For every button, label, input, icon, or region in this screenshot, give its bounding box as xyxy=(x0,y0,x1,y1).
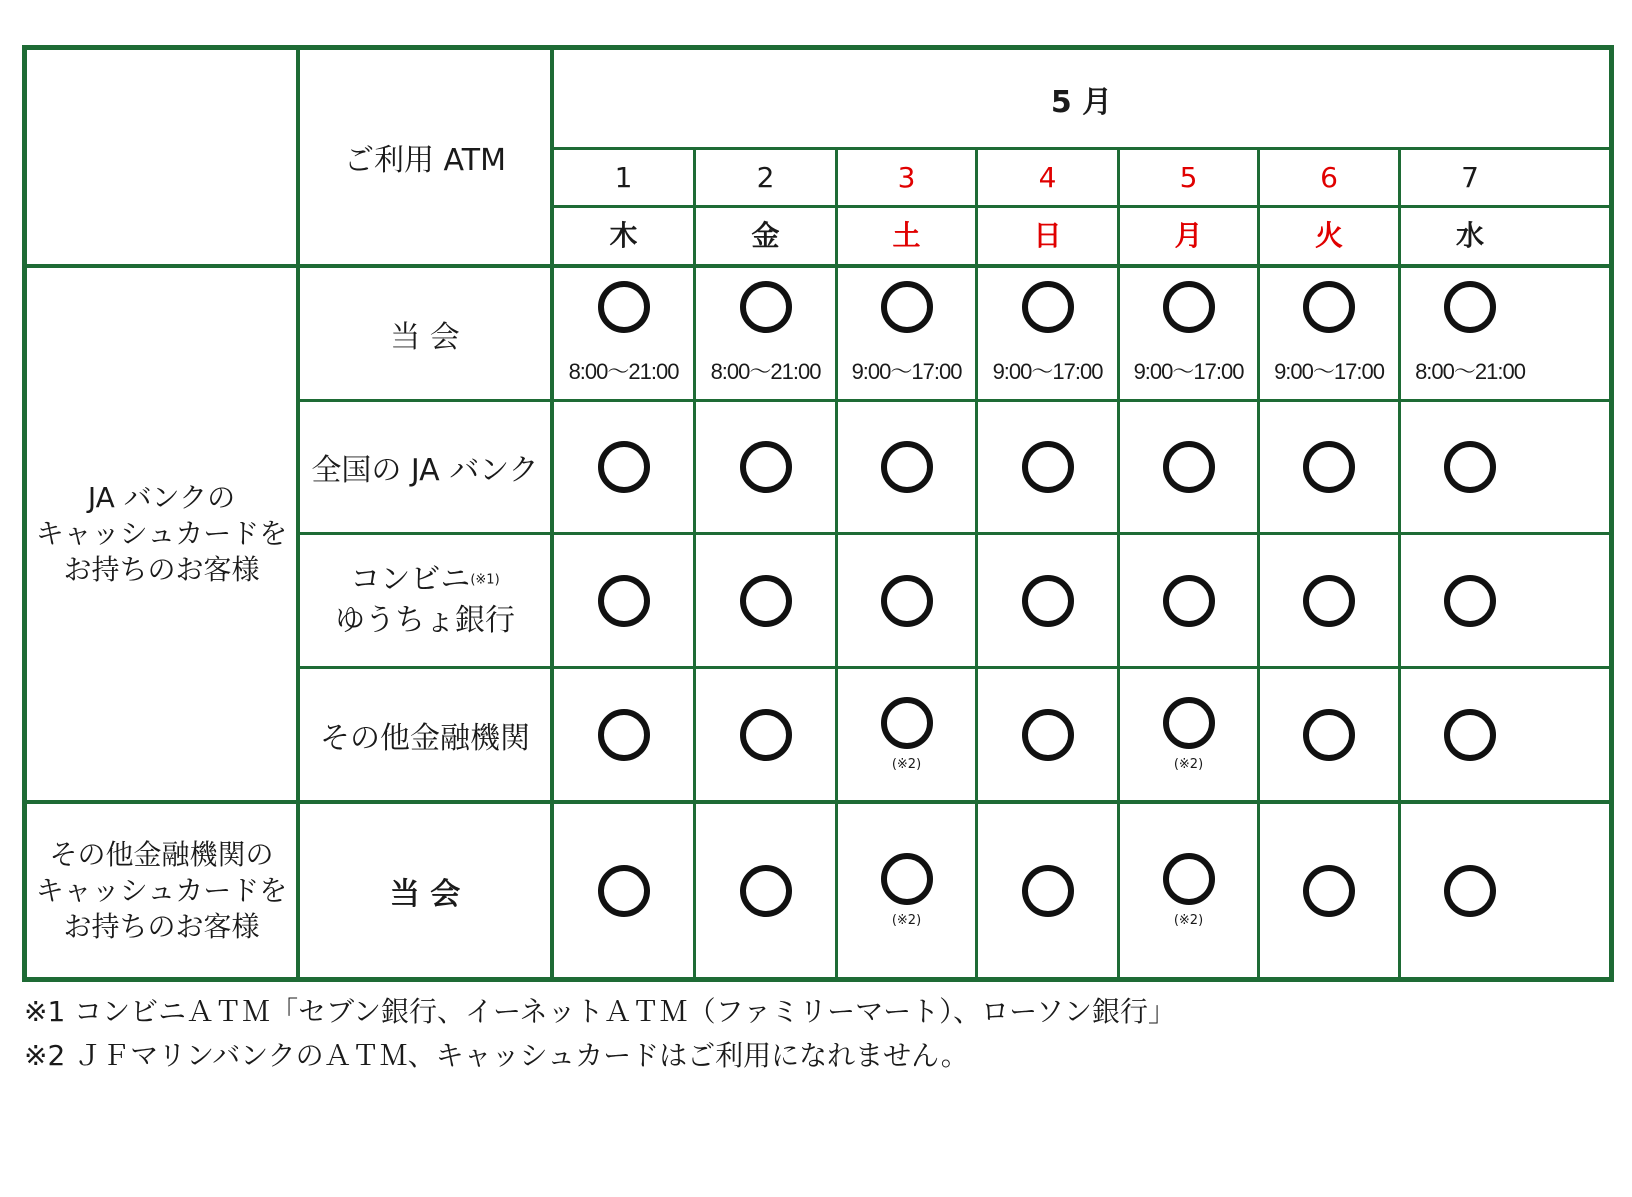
day-number: 4 xyxy=(1038,160,1057,194)
hours-text: 9:00～17:00 xyxy=(1133,359,1244,384)
available-circle-icon xyxy=(1444,441,1496,493)
availability-cell xyxy=(554,669,693,800)
day-of-week: 火 xyxy=(1314,219,1343,252)
available-circle-icon xyxy=(1163,281,1215,333)
available-circle-icon xyxy=(740,441,792,493)
availability-cell xyxy=(696,402,835,532)
row-label-tokai-other-card: 当 会 xyxy=(389,876,461,912)
day-number: 3 xyxy=(897,160,916,194)
hours-text: 8:00～21:00 xyxy=(1415,359,1525,384)
available-circle-icon xyxy=(1022,709,1074,761)
hours-text: 8:00～21:00 xyxy=(568,359,679,384)
availability-cell xyxy=(696,804,835,977)
available-circle-icon xyxy=(740,865,792,917)
group-label-ja-bank: JA バンクの キャッシュカードを お持ちのお客様 xyxy=(35,481,288,586)
atm-column-header: ご利用 ATM xyxy=(344,143,506,178)
hours-text: 9:00～17:00 xyxy=(992,359,1103,384)
availability-cell xyxy=(838,535,975,666)
available-circle-icon xyxy=(598,865,650,917)
note-ref: (※2) xyxy=(891,913,922,928)
availability-cell xyxy=(1401,669,1539,800)
available-circle-icon xyxy=(1444,281,1496,333)
available-circle-icon xyxy=(1163,697,1215,749)
available-circle-icon xyxy=(1444,865,1496,917)
available-circle-icon xyxy=(1303,865,1355,917)
availability-cell xyxy=(1401,535,1539,666)
availability-cell xyxy=(554,402,693,532)
available-circle-icon xyxy=(1163,441,1215,493)
day-number: 5 xyxy=(1179,160,1198,194)
availability-cell xyxy=(1120,669,1257,800)
available-circle-icon xyxy=(598,281,650,333)
available-circle-icon xyxy=(598,575,650,627)
day-number: 1 xyxy=(614,160,633,194)
availability-cell xyxy=(1260,804,1398,977)
day-of-week: 日 xyxy=(1033,219,1062,252)
hours-text: 9:00～17:00 xyxy=(1274,359,1384,384)
availability-cell xyxy=(1120,535,1257,666)
availability-cell xyxy=(696,535,835,666)
availability-cell xyxy=(978,268,1117,399)
availability-cell xyxy=(1120,268,1257,399)
footnote-1: ※1 コンビニＡＴＭ「セブン銀行、イーネットＡＴＭ（ファミリーマート）、ローソン銀行」 xyxy=(24,995,1176,1028)
available-circle-icon xyxy=(1444,575,1496,627)
note-ref: (※2) xyxy=(891,757,922,772)
note-ref: (※2) xyxy=(1173,757,1204,772)
available-circle-icon xyxy=(881,575,933,627)
available-circle-icon xyxy=(1303,575,1355,627)
availability-cell xyxy=(1120,804,1257,977)
available-circle-icon xyxy=(1303,281,1355,333)
available-circle-icon xyxy=(740,281,792,333)
available-circle-icon xyxy=(598,441,650,493)
footnote-2: ※2 ＪＦマリンバンクのＡＴＭ、キャッシュカードはご利用になれません。 xyxy=(24,1039,969,1072)
availability-cell xyxy=(838,402,975,532)
available-circle-icon xyxy=(1022,865,1074,917)
availability-cell xyxy=(1401,268,1539,399)
day-of-week: 木 xyxy=(609,219,638,252)
available-circle-icon xyxy=(740,709,792,761)
available-circle-icon xyxy=(740,575,792,627)
availability-cell xyxy=(978,402,1117,532)
availability-cell xyxy=(838,268,975,399)
row-label-convenience: コンビニ(※1) ゆうちょ銀行 xyxy=(335,562,515,638)
available-circle-icon xyxy=(881,697,933,749)
availability-cell xyxy=(1401,402,1539,532)
availability-cell xyxy=(978,535,1117,666)
available-circle-icon xyxy=(1022,441,1074,493)
availability-cell xyxy=(978,669,1117,800)
available-circle-icon xyxy=(1303,709,1355,761)
availability-cell xyxy=(696,268,835,399)
hours-text: 8:00～21:00 xyxy=(710,359,821,384)
available-circle-icon xyxy=(881,853,933,905)
availability-cell xyxy=(554,804,693,977)
day-of-week: 水 xyxy=(1455,219,1484,252)
available-circle-icon xyxy=(1022,281,1074,333)
available-circle-icon xyxy=(598,709,650,761)
availability-cell xyxy=(838,669,975,800)
availability-cell xyxy=(554,268,693,399)
availability-cell xyxy=(1401,804,1539,977)
day-number: 2 xyxy=(756,160,775,194)
available-circle-icon xyxy=(1163,575,1215,627)
day-of-week: 月 xyxy=(1174,219,1203,252)
row-label-tokai: 当 会 xyxy=(390,319,460,355)
hours-text: 9:00～17:00 xyxy=(851,359,962,384)
group-label-other-banks: その他金融機関の キャッシュカードを お持ちのお客様 xyxy=(35,837,288,943)
note-ref: (※2) xyxy=(1173,913,1204,928)
availability-cell xyxy=(1260,402,1398,532)
available-circle-icon xyxy=(1163,853,1215,905)
availability-cell xyxy=(838,804,975,977)
available-circle-icon xyxy=(881,281,933,333)
day-of-week: 土 xyxy=(892,219,921,252)
availability-cell xyxy=(978,804,1117,977)
available-circle-icon xyxy=(1444,709,1496,761)
availability-cell xyxy=(1260,268,1398,399)
availability-cell xyxy=(1260,535,1398,666)
availability-cell xyxy=(696,669,835,800)
availability-cell xyxy=(1260,669,1398,800)
day-number: 7 xyxy=(1461,160,1479,194)
row-label-other-institutions: その他金融機関 xyxy=(320,720,530,756)
day-number: 6 xyxy=(1320,160,1338,194)
availability-cell xyxy=(554,535,693,666)
month-header: 5 月 xyxy=(1050,84,1113,120)
available-circle-icon xyxy=(881,441,933,493)
available-circle-icon xyxy=(1022,575,1074,627)
atm-schedule-table xyxy=(22,45,1614,982)
day-of-week: 金 xyxy=(751,219,780,252)
row-label-ja-bank-nationwide: 全国の JA バンク xyxy=(311,453,539,488)
availability-cell xyxy=(1120,402,1257,532)
available-circle-icon xyxy=(1303,441,1355,493)
